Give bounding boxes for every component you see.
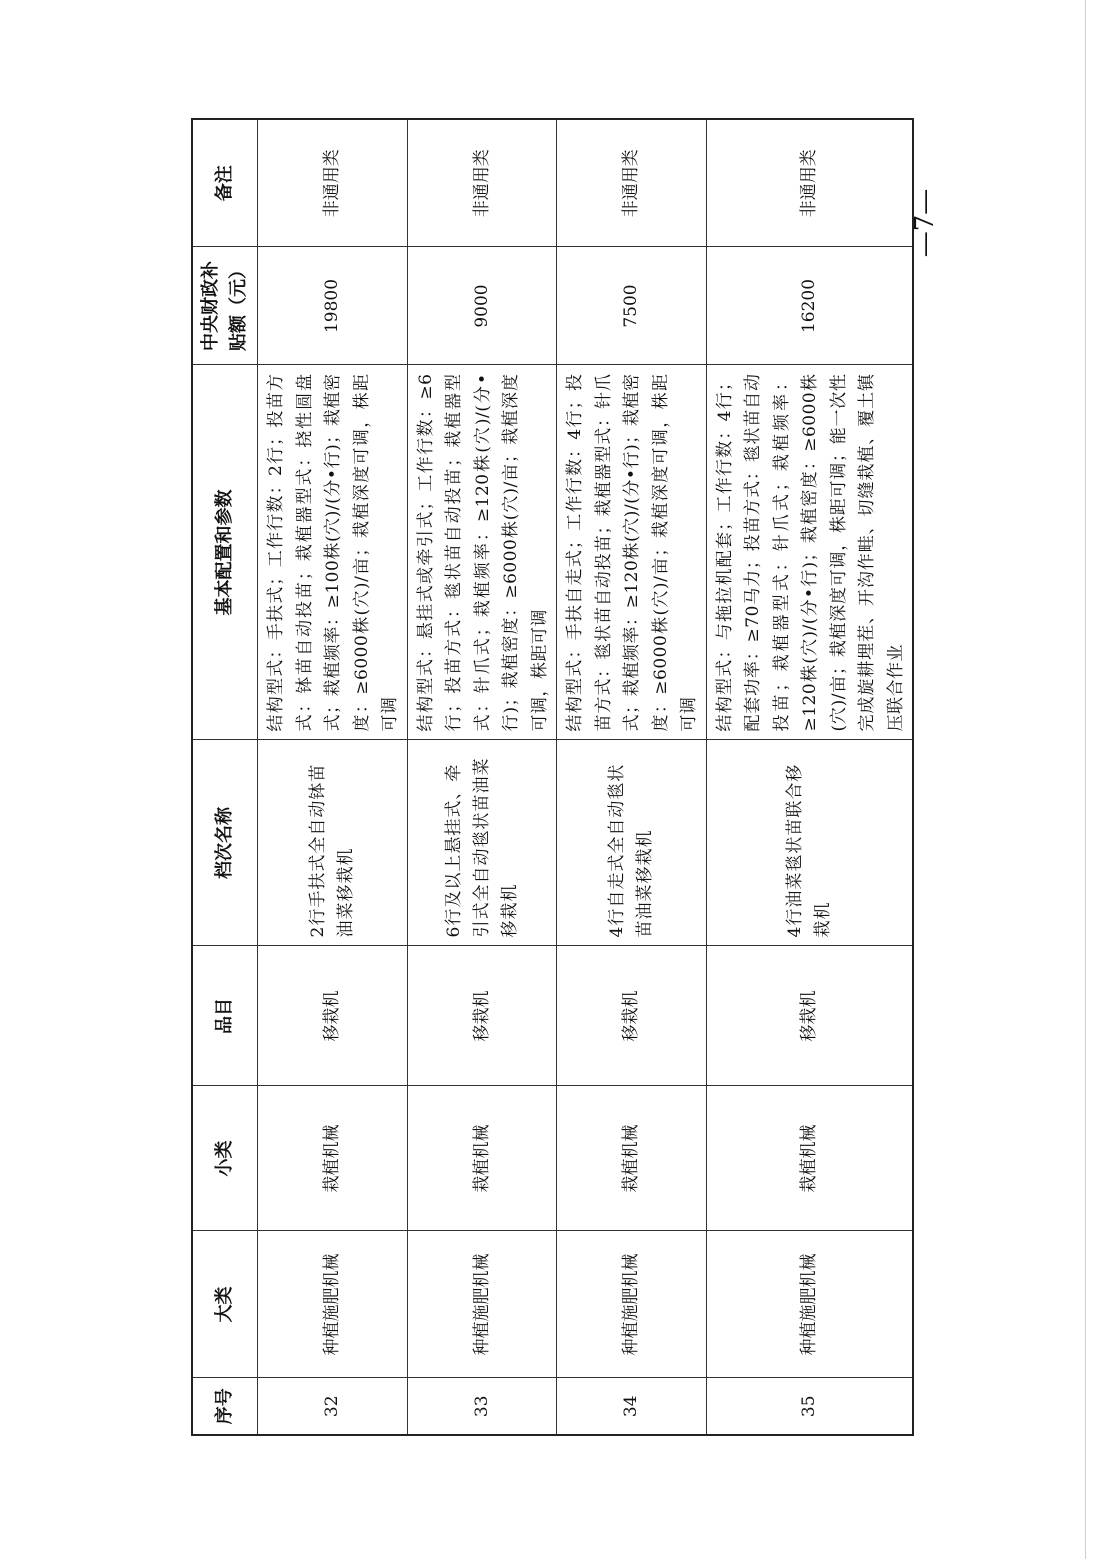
cell-remark: 非通用类 — [407, 119, 557, 247]
cell-config: 结构型式：与拖拉机配套；工作行数：4行；配套功率：≥70马力；投苗方式：毯状苗自动投苗；栽植器型式：针爪式；栽植频率：≥120株(穴)/(分•行)；栽植密度：≥6000株(穴)/亩；栽植深度可调，株距可调；能一次性完成旋耕埋茬、开沟作畦、切缝栽植、覆土镇压联合作业 — [706, 365, 913, 740]
cell-grade-name: 4行油菜毯状苗联合移栽机 — [706, 740, 913, 946]
cell-seq: 33 — [407, 1378, 557, 1435]
subsidy-table — [191, 118, 914, 1436]
cell-category: 种植施肥机械 — [706, 1231, 913, 1378]
cell-subsidy: 7500 — [557, 247, 707, 365]
cell-subsidy: 16200 — [706, 247, 913, 365]
page-edge-line — [1085, 0, 1086, 1559]
page-number-text: —7— — [910, 188, 940, 258]
header-config: 基本配置和参数 — [192, 365, 258, 740]
cell-remark: 非通用类 — [258, 119, 408, 247]
cell-grade-name: 2行手扶式全自动钵苗油菜移栽机 — [258, 740, 408, 946]
cell-config: 结构型式：悬挂式或牵引式；工作行数：≥6行；投苗方式：毯状苗自动投苗；栽植器型式：针爪式；栽植频率：≥120株(穴)/(分•行)；栽植密度：≥6000株(穴)/亩；栽植深度可调，株距可调 — [407, 365, 557, 740]
cell-item: 移栽机 — [407, 946, 557, 1086]
cell-seq: 35 — [706, 1378, 913, 1435]
header-grade-name: 档次名称 — [192, 740, 258, 946]
table-row — [407, 119, 557, 1435]
cell-category: 种植施肥机械 — [407, 1231, 557, 1378]
cell-category: 种植施肥机械 — [258, 1231, 408, 1378]
cell-remark: 非通用类 — [557, 119, 707, 247]
table-header-row — [192, 119, 258, 1435]
rotated-table-container — [191, 120, 906, 1436]
cell-config: 结构型式：手扶自走式；工作行数：4行；投苗方式：毯状苗自动投苗；栽植器型式：针爪式；栽植频率：≥120株(穴)/(分•行)；栽植密度：≥6000株(穴)/亩；栽植深度可调，株距可调 — [557, 365, 707, 740]
cell-subsidy: 9000 — [407, 247, 557, 365]
table-row — [258, 119, 408, 1435]
cell-grade-name: 6行及以上悬挂式、牵引式全自动毯状苗油菜移栽机 — [407, 740, 557, 946]
cell-item: 移栽机 — [706, 946, 913, 1086]
cell-config: 结构型式：手扶式；工作行数：2行；投苗方式：钵苗自动投苗；栽植器型式：挠性圆盘式；栽植频率：≥100株(穴)/(分•行)；栽植密度：≥6000株(穴)/亩；栽植深度可调，株距可调 — [258, 365, 408, 740]
page-number — [905, 190, 945, 260]
cell-subcategory: 栽植机械 — [407, 1086, 557, 1231]
header-seq: 序号 — [192, 1378, 258, 1435]
header-item: 品目 — [192, 946, 258, 1086]
table-row — [557, 119, 707, 1435]
header-subsidy: 中央财政补贴额（元） — [192, 247, 258, 365]
header-category: 大类 — [192, 1231, 258, 1378]
table-row — [706, 119, 913, 1435]
cell-category: 种植施肥机械 — [557, 1231, 707, 1378]
cell-remark: 非通用类 — [706, 119, 913, 247]
header-subcategory: 小类 — [192, 1086, 258, 1231]
cell-item: 移栽机 — [557, 946, 707, 1086]
cell-subcategory: 栽植机械 — [258, 1086, 408, 1231]
cell-seq: 34 — [557, 1378, 707, 1435]
cell-subsidy: 19800 — [258, 247, 408, 365]
cell-seq: 32 — [258, 1378, 408, 1435]
cell-item: 移栽机 — [258, 946, 408, 1086]
header-remark: 备注 — [192, 119, 258, 247]
cell-grade-name: 4行自走式全自动毯状苗油菜移栽机 — [557, 740, 707, 946]
cell-subcategory: 栽植机械 — [557, 1086, 707, 1231]
cell-subcategory: 栽植机械 — [706, 1086, 913, 1231]
